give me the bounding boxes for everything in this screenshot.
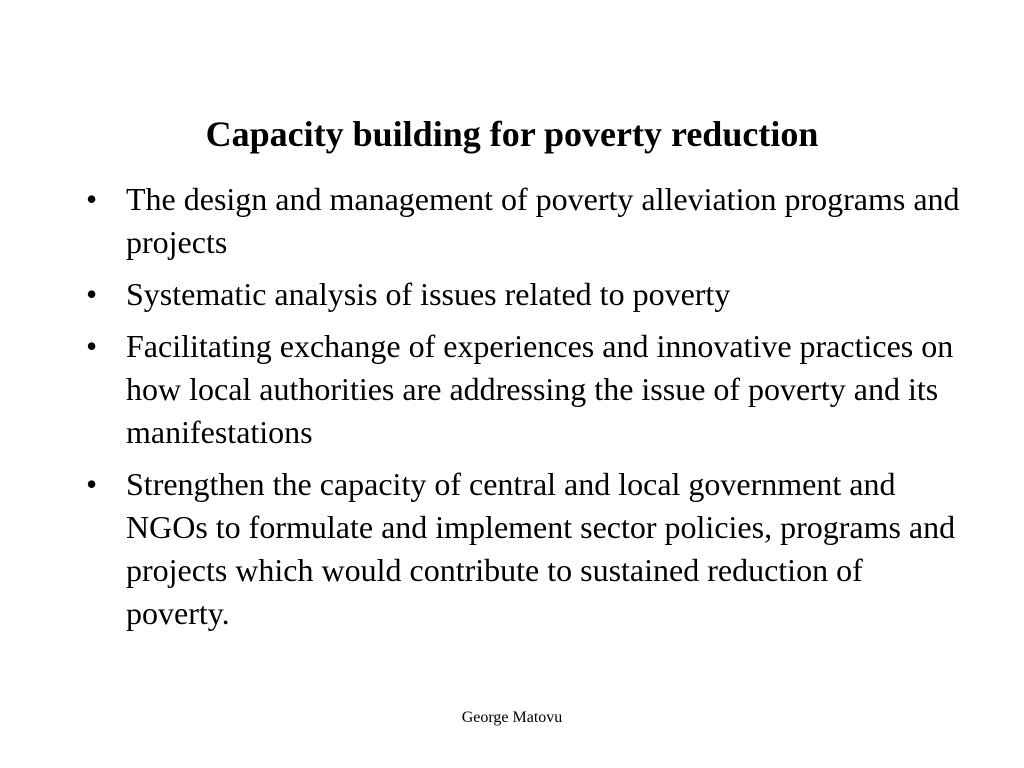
bullet-icon: • bbox=[86, 328, 98, 364]
bullet-text: Facilitating exchange of experiences and innovative practices on how local authorities are addressing the issue of poverty and its manifestations bbox=[126, 328, 954, 450]
bullet-icon: • bbox=[86, 466, 98, 502]
bullet-item bbox=[86, 178, 966, 264]
bullet-text: Strengthen the capacity of central and local government and NGOs to formulate and implement sector policies, programs and projects which would contribute to sustained reduction of poverty. bbox=[126, 466, 956, 631]
slide-title: Capacity building for poverty reduction bbox=[205, 114, 819, 154]
bullet-item bbox=[86, 325, 966, 454]
bullet-icon: • bbox=[86, 276, 98, 312]
bullet-text: The design and management of poverty alleviation programs and projects bbox=[126, 181, 960, 260]
bullet-item bbox=[86, 463, 966, 635]
bullet-text: Systematic analysis of issues related to poverty bbox=[126, 276, 731, 312]
bullet-list bbox=[86, 178, 966, 644]
bullet-icon: • bbox=[86, 181, 98, 217]
bullet-item bbox=[86, 273, 966, 316]
footer-author: George Matovu bbox=[461, 709, 563, 726]
